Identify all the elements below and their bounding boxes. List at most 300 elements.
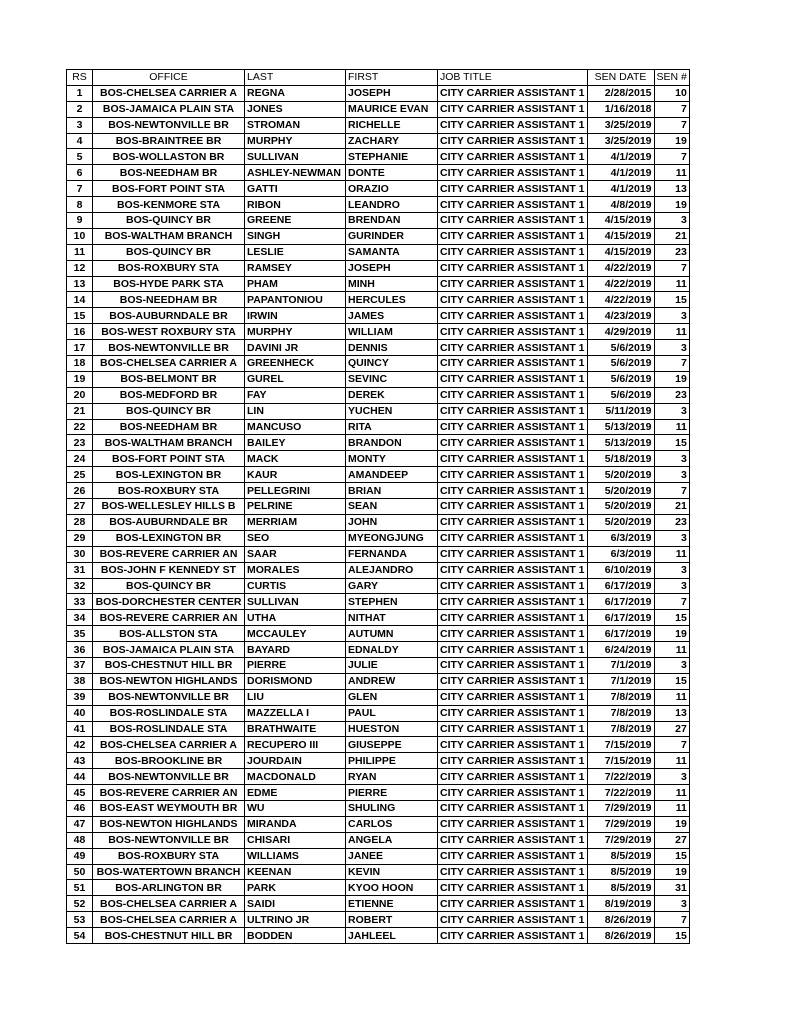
cell-first: PHILIPPE (346, 753, 438, 769)
cell-sen-number: 7 (654, 737, 689, 753)
cell-last: RECUPERO III (245, 737, 346, 753)
cell-office: BOS-ARLINGTON BR (93, 880, 245, 896)
header-row (67, 70, 690, 86)
cell-sen-number: 15 (654, 292, 689, 308)
cell-sen-date: 4/1/2019 (587, 181, 654, 197)
cell-rs: 37 (67, 657, 93, 673)
cell-sen-number: 3 (654, 451, 689, 467)
cell-rs: 6 (67, 165, 93, 181)
cell-rs: 16 (67, 324, 93, 340)
cell-rs: 9 (67, 213, 93, 229)
cell-sen-date: 8/5/2019 (587, 864, 654, 880)
cell-last: MIRANDA (245, 816, 346, 832)
seniority-table (66, 69, 690, 944)
cell-last: SAIDI (245, 896, 346, 912)
cell-sen-date: 4/23/2019 (587, 308, 654, 324)
cell-sen-date: 5/11/2019 (587, 403, 654, 419)
table-row (67, 721, 690, 737)
cell-office: BOS-CHELSEA CARRIER A (93, 85, 245, 101)
cell-last: ASHLEY-NEWMAN (245, 165, 346, 181)
cell-sen-date: 5/20/2019 (587, 514, 654, 530)
cell-rs: 3 (67, 117, 93, 133)
cell-sen-date: 7/22/2019 (587, 785, 654, 801)
cell-job-title: CITY CARRIER ASSISTANT 1 (438, 594, 588, 610)
cell-office: BOS-WOLLASTON BR (93, 149, 245, 165)
cell-first: DONTE (346, 165, 438, 181)
table-row (67, 769, 690, 785)
cell-job-title: CITY CARRIER ASSISTANT 1 (438, 800, 588, 816)
cell-job-title: CITY CARRIER ASSISTANT 1 (438, 371, 588, 387)
cell-office: BOS-JAMAICA PLAIN STA (93, 642, 245, 658)
cell-rs: 10 (67, 228, 93, 244)
cell-last: JONES (245, 101, 346, 117)
cell-last: MERRIAM (245, 514, 346, 530)
cell-sen-date: 4/15/2019 (587, 244, 654, 260)
cell-job-title: CITY CARRIER ASSISTANT 1 (438, 673, 588, 689)
cell-sen-date: 5/20/2019 (587, 499, 654, 515)
table-row (67, 562, 690, 578)
cell-office: BOS-CHELSEA CARRIER A (93, 912, 245, 928)
cell-office: BOS-ROSLINDALE STA (93, 721, 245, 737)
cell-rs: 50 (67, 864, 93, 880)
cell-last: BAILEY (245, 435, 346, 451)
cell-rs: 36 (67, 642, 93, 658)
table-row (67, 785, 690, 801)
table-row (67, 340, 690, 356)
cell-sen-date: 8/5/2019 (587, 848, 654, 864)
cell-last: PARK (245, 880, 346, 896)
cell-rs: 43 (67, 753, 93, 769)
cell-sen-number: 11 (654, 165, 689, 181)
cell-sen-date: 7/15/2019 (587, 753, 654, 769)
cell-sen-date: 4/1/2019 (587, 165, 654, 181)
cell-last: FAY (245, 387, 346, 403)
cell-sen-number: 11 (654, 785, 689, 801)
table-row (67, 530, 690, 546)
header-first: FIRST (346, 70, 438, 86)
cell-last: PELLEGRINI (245, 483, 346, 499)
cell-first: JAMES (346, 308, 438, 324)
cell-first: GARY (346, 578, 438, 594)
header-job-title: JOB TITLE (438, 70, 588, 86)
cell-sen-date: 4/15/2019 (587, 213, 654, 229)
cell-last: SINGH (245, 228, 346, 244)
table-row (67, 626, 690, 642)
cell-job-title: CITY CARRIER ASSISTANT 1 (438, 435, 588, 451)
cell-job-title: CITY CARRIER ASSISTANT 1 (438, 785, 588, 801)
cell-last: DAVINI JR (245, 340, 346, 356)
cell-sen-date: 7/29/2019 (587, 800, 654, 816)
cell-sen-number: 19 (654, 197, 689, 213)
cell-job-title: CITY CARRIER ASSISTANT 1 (438, 244, 588, 260)
table-row (67, 514, 690, 530)
cell-office: BOS-AUBURNDALE BR (93, 308, 245, 324)
cell-office: BOS-BROOKLINE BR (93, 753, 245, 769)
cell-first: WILLIAM (346, 324, 438, 340)
cell-job-title: CITY CARRIER ASSISTANT 1 (438, 260, 588, 276)
cell-last: JOURDAIN (245, 753, 346, 769)
cell-sen-date: 8/26/2019 (587, 912, 654, 928)
cell-last: WU (245, 800, 346, 816)
table-row (67, 705, 690, 721)
cell-last: GUREL (245, 371, 346, 387)
cell-first: GURINDER (346, 228, 438, 244)
cell-last: REGNA (245, 85, 346, 101)
table-row (67, 832, 690, 848)
cell-rs: 52 (67, 896, 93, 912)
table-row (67, 197, 690, 213)
cell-first: JULIE (346, 657, 438, 673)
cell-rs: 45 (67, 785, 93, 801)
cell-office: BOS-LEXINGTON BR (93, 467, 245, 483)
cell-rs: 11 (67, 244, 93, 260)
table-row (67, 324, 690, 340)
cell-office: BOS-DORCHESTER CENTER (93, 594, 245, 610)
cell-first: FERNANDA (346, 546, 438, 562)
cell-job-title: CITY CARRIER ASSISTANT 1 (438, 228, 588, 244)
cell-sen-date: 7/15/2019 (587, 737, 654, 753)
table-row (67, 213, 690, 229)
cell-last: ULTRINO JR (245, 912, 346, 928)
cell-sen-date: 6/17/2019 (587, 578, 654, 594)
cell-rs: 32 (67, 578, 93, 594)
cell-rs: 35 (67, 626, 93, 642)
cell-sen-date: 7/1/2019 (587, 673, 654, 689)
cell-job-title: CITY CARRIER ASSISTANT 1 (438, 340, 588, 356)
cell-rs: 46 (67, 800, 93, 816)
cell-first: EDNALDY (346, 642, 438, 658)
cell-sen-date: 5/6/2019 (587, 387, 654, 403)
cell-sen-date: 6/3/2019 (587, 546, 654, 562)
table-row (67, 244, 690, 260)
table-row (67, 371, 690, 387)
cell-first: STEPHEN (346, 594, 438, 610)
cell-last: PHAM (245, 276, 346, 292)
cell-job-title: CITY CARRIER ASSISTANT 1 (438, 864, 588, 880)
cell-office: BOS-CHELSEA CARRIER A (93, 896, 245, 912)
cell-sen-number: 3 (654, 340, 689, 356)
cell-office: BOS-WELLESLEY HILLS B (93, 499, 245, 515)
cell-last: SULLIVAN (245, 149, 346, 165)
cell-sen-number: 15 (654, 848, 689, 864)
cell-office: BOS-BELMONT BR (93, 371, 245, 387)
table-row (67, 276, 690, 292)
cell-office: BOS-ROXBURY STA (93, 848, 245, 864)
cell-last: EDME (245, 785, 346, 801)
cell-sen-number: 27 (654, 721, 689, 737)
cell-office: BOS-QUINCY BR (93, 578, 245, 594)
cell-sen-date: 6/24/2019 (587, 642, 654, 658)
table-row (67, 308, 690, 324)
cell-first: KYOO HOON (346, 880, 438, 896)
cell-office: BOS-NEWTONVILLE BR (93, 340, 245, 356)
cell-rs: 31 (67, 562, 93, 578)
cell-last: MACDONALD (245, 769, 346, 785)
cell-last: MURPHY (245, 324, 346, 340)
cell-office: BOS-QUINCY BR (93, 244, 245, 260)
cell-first: KEVIN (346, 864, 438, 880)
header-last: LAST (245, 70, 346, 86)
table-row (67, 896, 690, 912)
cell-last: PIERRE (245, 657, 346, 673)
cell-first: DENNIS (346, 340, 438, 356)
cell-first: GIUSEPPE (346, 737, 438, 753)
cell-rs: 1 (67, 85, 93, 101)
cell-sen-number: 11 (654, 276, 689, 292)
table-row (67, 149, 690, 165)
cell-job-title: CITY CARRIER ASSISTANT 1 (438, 292, 588, 308)
cell-sen-date: 5/6/2019 (587, 356, 654, 372)
cell-sen-date: 5/6/2019 (587, 371, 654, 387)
cell-sen-number: 13 (654, 181, 689, 197)
cell-sen-number: 19 (654, 864, 689, 880)
cell-office: BOS-CHELSEA CARRIER A (93, 356, 245, 372)
cell-rs: 53 (67, 912, 93, 928)
cell-rs: 4 (67, 133, 93, 149)
cell-last: STROMAN (245, 117, 346, 133)
cell-office: BOS-NEEDHAM BR (93, 292, 245, 308)
cell-job-title: CITY CARRIER ASSISTANT 1 (438, 832, 588, 848)
cell-last: SEO (245, 530, 346, 546)
cell-job-title: CITY CARRIER ASSISTANT 1 (438, 721, 588, 737)
cell-sen-number: 13 (654, 705, 689, 721)
cell-office: BOS-WALTHAM BRANCH (93, 228, 245, 244)
cell-job-title: CITY CARRIER ASSISTANT 1 (438, 483, 588, 499)
cell-rs: 22 (67, 419, 93, 435)
cell-rs: 44 (67, 769, 93, 785)
cell-rs: 8 (67, 197, 93, 213)
cell-rs: 19 (67, 371, 93, 387)
cell-first: MINH (346, 276, 438, 292)
cell-office: BOS-MEDFORD BR (93, 387, 245, 403)
cell-sen-date: 4/15/2019 (587, 228, 654, 244)
cell-rs: 24 (67, 451, 93, 467)
table-row (67, 864, 690, 880)
header-sen-number: SEN # (654, 70, 689, 86)
cell-office: BOS-CHESTNUT HILL BR (93, 657, 245, 673)
cell-job-title: CITY CARRIER ASSISTANT 1 (438, 753, 588, 769)
table-row (67, 451, 690, 467)
cell-office: BOS-NEEDHAM BR (93, 165, 245, 181)
cell-rs: 21 (67, 403, 93, 419)
cell-sen-number: 11 (654, 324, 689, 340)
cell-sen-date: 7/8/2019 (587, 721, 654, 737)
cell-office: BOS-WATERTOWN BRANCH (93, 864, 245, 880)
cell-sen-number: 15 (654, 435, 689, 451)
cell-sen-date: 7/29/2019 (587, 832, 654, 848)
table-row (67, 165, 690, 181)
cell-first: JOSEPH (346, 260, 438, 276)
cell-first: CARLOS (346, 816, 438, 832)
cell-sen-number: 3 (654, 213, 689, 229)
cell-office: BOS-LEXINGTON BR (93, 530, 245, 546)
cell-job-title: CITY CARRIER ASSISTANT 1 (438, 880, 588, 896)
cell-job-title: CITY CARRIER ASSISTANT 1 (438, 356, 588, 372)
table-row (67, 848, 690, 864)
cell-sen-number: 31 (654, 880, 689, 896)
cell-rs: 18 (67, 356, 93, 372)
cell-office: BOS-BRAINTREE BR (93, 133, 245, 149)
table-row (67, 356, 690, 372)
cell-first: JOSEPH (346, 85, 438, 101)
cell-sen-date: 5/20/2019 (587, 483, 654, 499)
cell-sen-date: 4/1/2019 (587, 149, 654, 165)
cell-first: RITA (346, 419, 438, 435)
cell-sen-date: 5/20/2019 (587, 467, 654, 483)
table-body (67, 85, 690, 943)
cell-first: PIERRE (346, 785, 438, 801)
cell-last: MAZZELLA I (245, 705, 346, 721)
table-row (67, 928, 690, 944)
cell-rs: 14 (67, 292, 93, 308)
table-row (67, 435, 690, 451)
table-row (67, 419, 690, 435)
table-row (67, 546, 690, 562)
cell-last: MANCUSO (245, 419, 346, 435)
table-row (67, 101, 690, 117)
cell-office: BOS-NEEDHAM BR (93, 419, 245, 435)
cell-sen-number: 11 (654, 546, 689, 562)
cell-sen-number: 15 (654, 928, 689, 944)
cell-first: JAHLEEL (346, 928, 438, 944)
cell-sen-number: 3 (654, 896, 689, 912)
cell-job-title: CITY CARRIER ASSISTANT 1 (438, 181, 588, 197)
cell-rs: 51 (67, 880, 93, 896)
cell-first: SHULING (346, 800, 438, 816)
cell-office: BOS-NEWTONVILLE BR (93, 769, 245, 785)
cell-sen-number: 3 (654, 530, 689, 546)
cell-last: DORISMOND (245, 673, 346, 689)
cell-rs: 48 (67, 832, 93, 848)
cell-sen-date: 4/8/2019 (587, 197, 654, 213)
cell-job-title: CITY CARRIER ASSISTANT 1 (438, 514, 588, 530)
cell-sen-number: 3 (654, 403, 689, 419)
cell-first: ETIENNE (346, 896, 438, 912)
cell-first: JANEE (346, 848, 438, 864)
cell-office: BOS-ROXBURY STA (93, 260, 245, 276)
cell-office: BOS-WEST ROXBURY STA (93, 324, 245, 340)
cell-sen-date: 5/18/2019 (587, 451, 654, 467)
cell-sen-number: 23 (654, 514, 689, 530)
cell-rs: 33 (67, 594, 93, 610)
cell-sen-date: 8/5/2019 (587, 880, 654, 896)
cell-job-title: CITY CARRIER ASSISTANT 1 (438, 737, 588, 753)
cell-rs: 12 (67, 260, 93, 276)
cell-first: ORAZIO (346, 181, 438, 197)
cell-sen-number: 19 (654, 371, 689, 387)
cell-last: PELRINE (245, 499, 346, 515)
cell-office: BOS-NEWTONVILLE BR (93, 117, 245, 133)
cell-sen-date: 6/3/2019 (587, 530, 654, 546)
table-row (67, 912, 690, 928)
cell-office: BOS-EAST WEYMOUTH BR (93, 800, 245, 816)
cell-sen-number: 23 (654, 387, 689, 403)
cell-last: KAUR (245, 467, 346, 483)
cell-sen-number: 7 (654, 912, 689, 928)
cell-first: JOHN (346, 514, 438, 530)
cell-office: BOS-KENMORE STA (93, 197, 245, 213)
cell-job-title: CITY CARRIER ASSISTANT 1 (438, 705, 588, 721)
cell-sen-number: 3 (654, 562, 689, 578)
cell-first: PAUL (346, 705, 438, 721)
cell-sen-date: 6/10/2019 (587, 562, 654, 578)
cell-last: MACK (245, 451, 346, 467)
cell-rs: 20 (67, 387, 93, 403)
cell-rs: 5 (67, 149, 93, 165)
cell-first: NITHAT (346, 610, 438, 626)
cell-job-title: CITY CARRIER ASSISTANT 1 (438, 276, 588, 292)
cell-last: CURTIS (245, 578, 346, 594)
cell-sen-number: 11 (654, 642, 689, 658)
cell-sen-number: 10 (654, 85, 689, 101)
cell-rs: 38 (67, 673, 93, 689)
cell-office: BOS-REVERE CARRIER AN (93, 546, 245, 562)
table-row (67, 499, 690, 515)
cell-sen-date: 7/22/2019 (587, 769, 654, 785)
cell-sen-number: 15 (654, 610, 689, 626)
table-row (67, 610, 690, 626)
cell-last: LIU (245, 689, 346, 705)
cell-sen-number: 7 (654, 117, 689, 133)
cell-sen-number: 3 (654, 467, 689, 483)
cell-office: BOS-NEWTONVILLE BR (93, 689, 245, 705)
cell-sen-number: 15 (654, 673, 689, 689)
table-row (67, 133, 690, 149)
cell-sen-number: 7 (654, 483, 689, 499)
cell-last: LESLIE (245, 244, 346, 260)
cell-sen-number: 11 (654, 800, 689, 816)
cell-sen-number: 11 (654, 689, 689, 705)
cell-first: ALEJANDRO (346, 562, 438, 578)
cell-sen-date: 6/17/2019 (587, 594, 654, 610)
cell-sen-date: 2/28/2015 (587, 85, 654, 101)
cell-first: ROBERT (346, 912, 438, 928)
cell-rs: 41 (67, 721, 93, 737)
cell-office: BOS-JOHN F KENNEDY ST (93, 562, 245, 578)
cell-first: YUCHEN (346, 403, 438, 419)
cell-last: WILLIAMS (245, 848, 346, 864)
cell-job-title: CITY CARRIER ASSISTANT 1 (438, 149, 588, 165)
table-row (67, 181, 690, 197)
header-office: OFFICE (93, 70, 245, 86)
cell-first: DEREK (346, 387, 438, 403)
table-row (67, 880, 690, 896)
table-row (67, 657, 690, 673)
cell-sen-date: 4/22/2019 (587, 292, 654, 308)
cell-office: BOS-QUINCY BR (93, 213, 245, 229)
table-row (67, 689, 690, 705)
cell-last: KEENAN (245, 864, 346, 880)
cell-rs: 26 (67, 483, 93, 499)
cell-job-title: CITY CARRIER ASSISTANT 1 (438, 324, 588, 340)
cell-office: BOS-FORT POINT STA (93, 181, 245, 197)
table-row (67, 260, 690, 276)
cell-job-title: CITY CARRIER ASSISTANT 1 (438, 451, 588, 467)
cell-job-title: CITY CARRIER ASSISTANT 1 (438, 816, 588, 832)
cell-job-title: CITY CARRIER ASSISTANT 1 (438, 848, 588, 864)
cell-last: IRWIN (245, 308, 346, 324)
cell-sen-number: 7 (654, 594, 689, 610)
cell-sen-number: 3 (654, 308, 689, 324)
cell-rs: 54 (67, 928, 93, 944)
cell-job-title: CITY CARRIER ASSISTANT 1 (438, 133, 588, 149)
cell-sen-date: 3/25/2019 (587, 133, 654, 149)
cell-rs: 49 (67, 848, 93, 864)
cell-last: LIN (245, 403, 346, 419)
cell-office: BOS-ROXBURY STA (93, 483, 245, 499)
cell-rs: 25 (67, 467, 93, 483)
cell-job-title: CITY CARRIER ASSISTANT 1 (438, 308, 588, 324)
